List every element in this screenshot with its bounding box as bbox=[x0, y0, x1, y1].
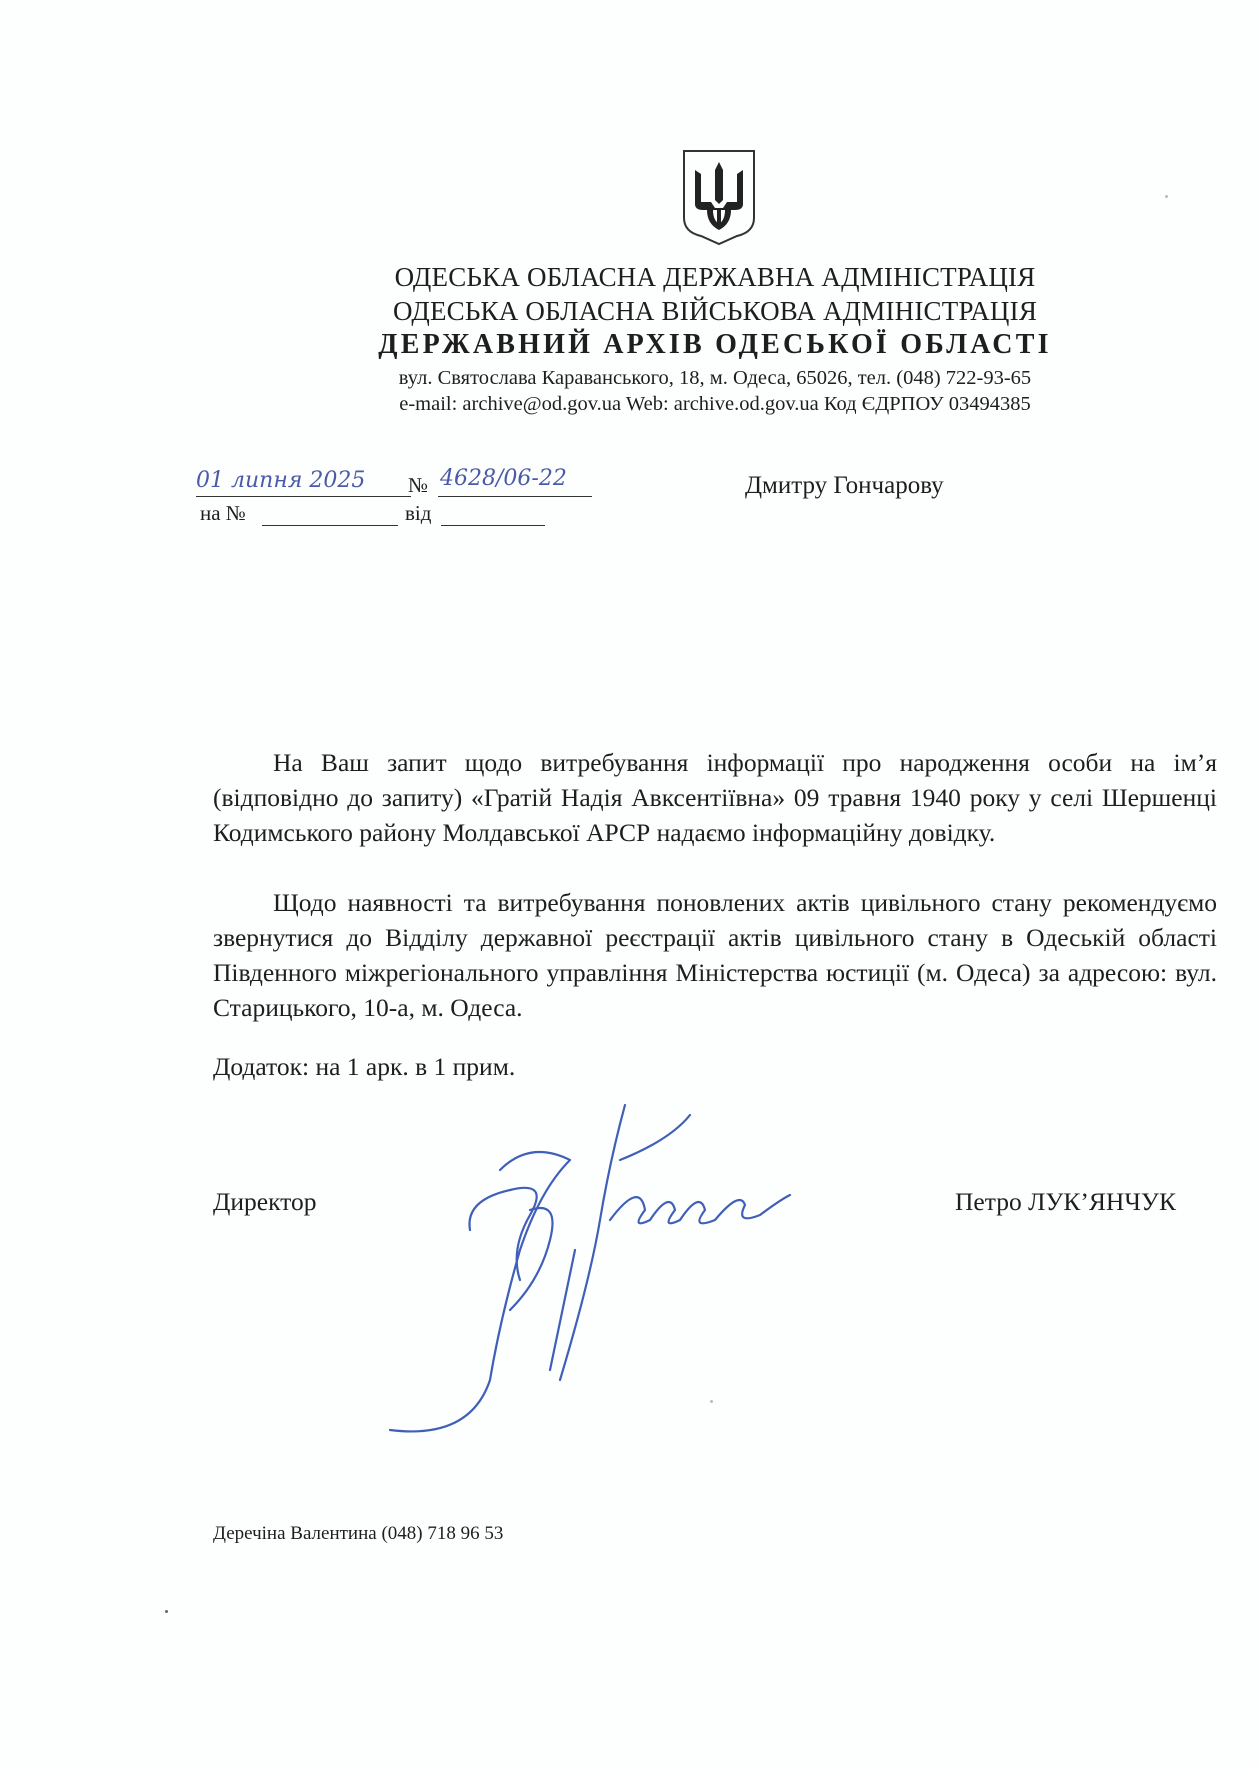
body-paragraph-1: На Ваш запит щодо витребування інформації про народження особи на ім’я (відповідно до запиту) «Гратій Надія Авксентіївна» 09 травня 1940 року у селі Шершенці Кодимського району Молдавської АРСР надаємо інформаційну довідку. bbox=[213, 748, 1217, 847]
outgoing-number-label: № bbox=[408, 473, 429, 497]
scan-speck bbox=[165, 1610, 168, 1613]
in-reply-number-line bbox=[262, 525, 398, 526]
outgoing-date-handwritten: 01 липня 2025 bbox=[196, 468, 366, 493]
signatory-title: Директор bbox=[213, 1187, 317, 1216]
body-paragraph-2: Щодо наявності та витребування поновлених актів цивільного стану рекомендуємо звернутися до Відділу державної реєстрації актів цивільного стану в Одеській області Південного міжрегіонального управління Міністерства юстиції (м. Одеса) за адресою: вул. Старицького, 10-а, м. Одеса. bbox=[213, 888, 1217, 1022]
organization-name: ДЕРЖАВНИЙ АРХІВ ОДЕСЬКОЇ ОБЛАСТІ bbox=[378, 329, 1052, 360]
outgoing-number-line bbox=[438, 496, 592, 497]
in-reply-date-line bbox=[441, 525, 545, 526]
appendix-note: Додаток: на 1 арк. в 1 прим. bbox=[213, 1052, 516, 1081]
scan-speck bbox=[710, 1400, 713, 1403]
trident-emblem-icon bbox=[681, 148, 757, 246]
outgoing-number-handwritten: 4628/06-22 bbox=[440, 466, 567, 491]
organization-contacts: e-mail: archive@od.gov.ua Web: archive.od.gov.ua Код ЄДРПОУ 03494385 bbox=[399, 393, 1031, 415]
organization-address: вул. Святослава Караванського, 18, м. Одеса, 65026, тел. (048) 722-93-65 bbox=[398, 367, 1032, 389]
in-reply-number-label: на № bbox=[200, 501, 246, 525]
executor-contact: Деречіна Валентина (048) 718 96 53 bbox=[213, 1523, 504, 1544]
header-line-1: ОДЕСЬКА ОБЛАСНА ДЕРЖАВНА АДМІНІСТРАЦІЯ bbox=[394, 262, 1036, 292]
recipient-name: Дмитру Гончарову bbox=[745, 472, 944, 499]
in-reply-date-label: від bbox=[405, 501, 432, 525]
outgoing-date-line bbox=[196, 496, 411, 497]
handwritten-signature bbox=[370, 1080, 910, 1440]
signatory-name: Петро ЛУК’ЯНЧУК bbox=[955, 1187, 1176, 1216]
scan-speck bbox=[1165, 195, 1168, 198]
header-line-2: ОДЕСЬКА ОБЛАСНА ВІЙСЬКОВА АДМІНІСТРАЦІЯ bbox=[392, 296, 1038, 326]
